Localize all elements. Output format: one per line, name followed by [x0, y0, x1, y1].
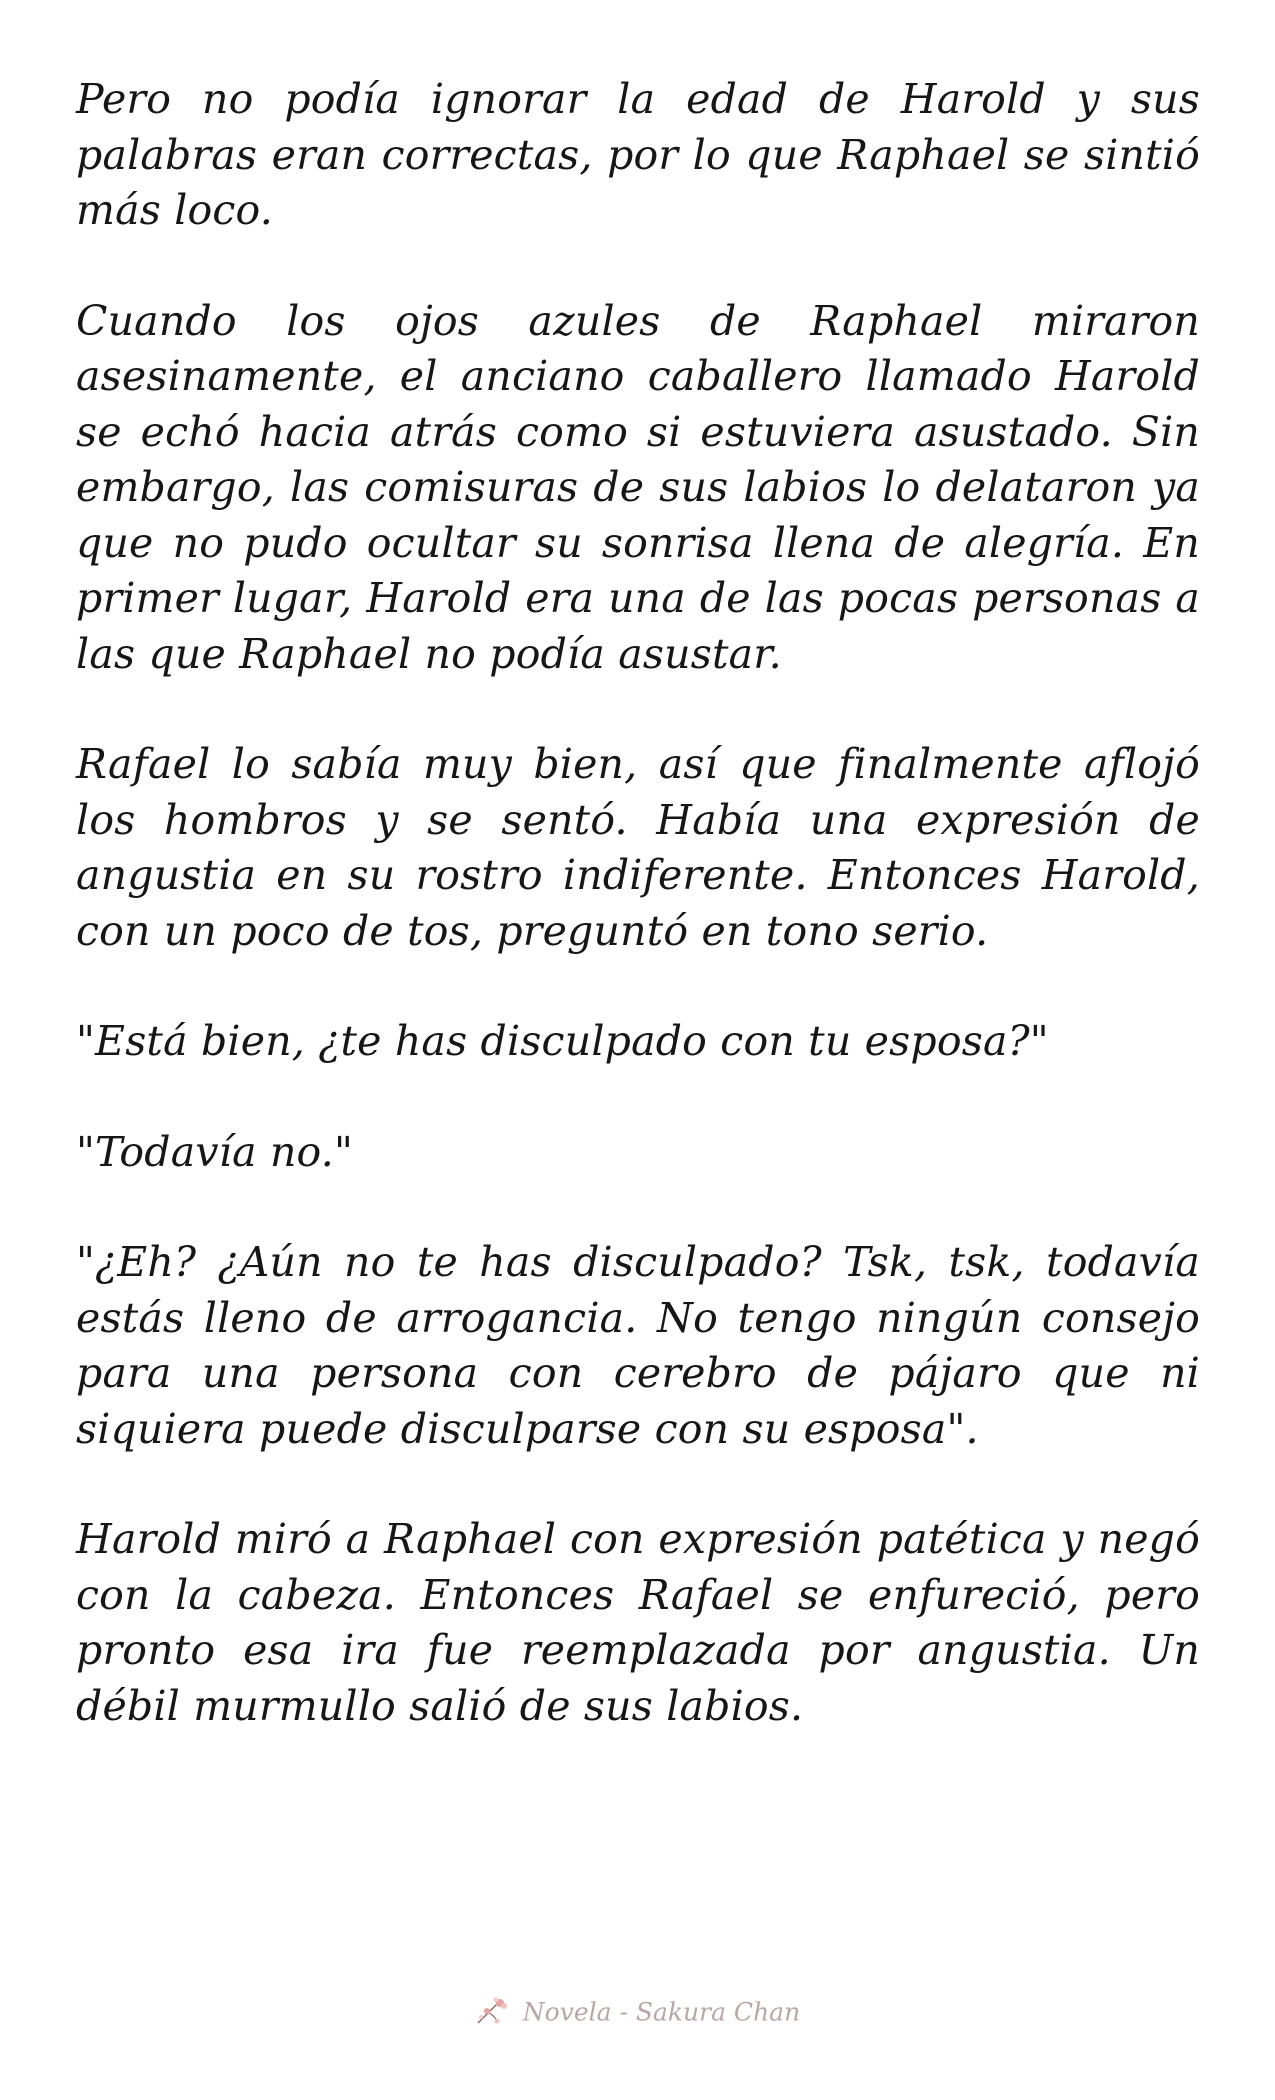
paragraph-1: Pero no podía ignorar la edad de Harold y sus palabras eran correctas, por lo que Raphael se sintió más loco.: [76, 75, 1200, 234]
document-body: [76, 72, 1200, 1789]
paragraph-4: Harold miró a Raphael con expresión patética y negó con la cabeza. Entonces Rafael se enfureció, pero pronto esa ira fue reemplazada por angustia. Un débil murmullo salió de sus labios.: [76, 1515, 1200, 1730]
watermark: [0, 1996, 1275, 2032]
dialogue-line-1: "Está bien, ¿te has disculpado con tu esposa?": [76, 1017, 1049, 1065]
paragraph-3: Rafael lo sabía muy bien, así que finalmente aflojó los hombros y se sentó. Había una expresión de angustia en su rostro indiferente. Entonces Harold, con un poco de tos, preguntó en tono serio.: [76, 740, 1200, 955]
dialogue-line-3: "¿Eh? ¿Aún no te has disculpado? Tsk, tsk, todavía estás lleno de arrogancia. No tengo ningún consejo para una persona con cerebro de pájaro que ni siquiera puede disculparse con su esposa".: [76, 1238, 1200, 1453]
watermark-text: Novela - Sakura Chan: [522, 1997, 801, 2027]
dialogue-line-2: "Todavía no.": [76, 1127, 354, 1176]
cherry-blossom-icon: [475, 1996, 509, 2032]
paragraph-2: Cuando los ojos azules de Raphael miraron asesinamente, el anciano caballero llamado Harold se echó hacia atrás como si estuviera asustado. Sin embargo, las comisuras de sus labios lo delataron ya que no pudo ocultar su sonrisa llena de alegría. En primer lugar, Harold era una de las pocas personas a las que Raphael no podía asustar.: [76, 296, 1200, 678]
